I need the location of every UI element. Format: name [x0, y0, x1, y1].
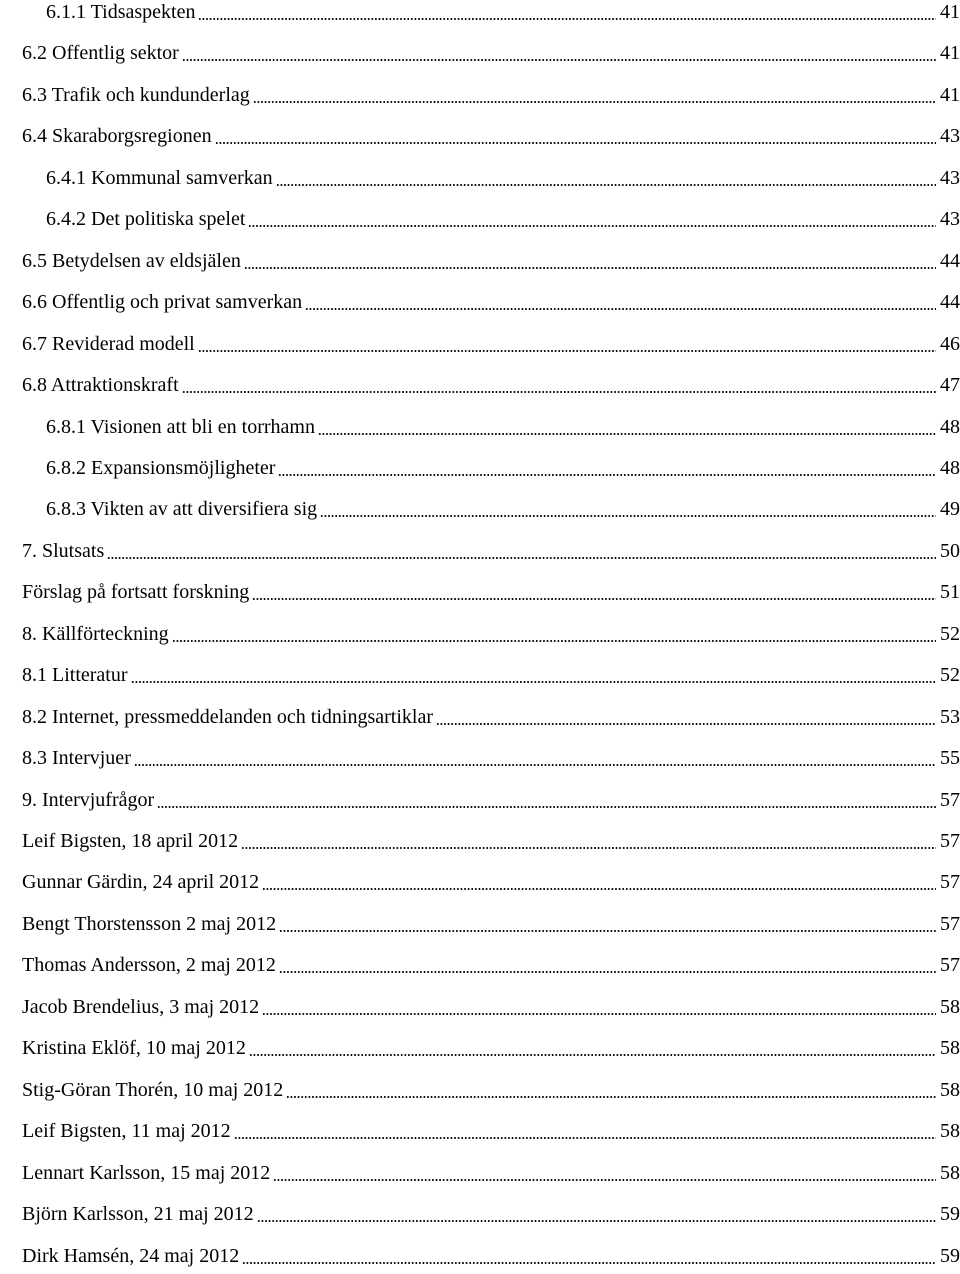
toc-entry-page-number: 57 [937, 864, 960, 900]
toc-entry-page-number: 52 [937, 616, 960, 652]
toc-entry-page-number: 50 [937, 533, 960, 569]
dot-leader [242, 1262, 936, 1264]
toc-entry-page-number: 58 [937, 989, 960, 1025]
dot-leader [249, 1054, 936, 1056]
toc-entry[interactable] [0, 782, 960, 818]
toc-entry-page-number: 51 [937, 574, 960, 610]
toc-entry-page-number: 58 [937, 1030, 960, 1066]
toc-entry-title: 6.1.1 Tidsaspekten [46, 0, 197, 30]
toc-entry-title: 8. Källförteckning [22, 616, 171, 652]
dot-leader [198, 350, 936, 352]
toc-entry[interactable] [0, 533, 960, 569]
dot-leader [286, 1096, 936, 1098]
toc-entry-page-number: 46 [937, 326, 960, 362]
toc-entry-title: 6.7 Reviderad modell [22, 326, 197, 362]
toc-entry[interactable] [0, 491, 960, 527]
toc-entry[interactable] [0, 367, 960, 403]
toc-entry-page-number: 57 [937, 947, 960, 983]
toc-entry[interactable] [0, 906, 960, 942]
dot-leader [436, 723, 936, 725]
toc-entry-title: Gunnar Gärdin, 24 april 2012 [22, 864, 261, 900]
toc-entry-title: 8.2 Internet, pressmeddelanden och tidningsartiklar [22, 699, 435, 735]
toc-entry-page-number: 48 [937, 409, 960, 445]
toc-entry-page-number: 52 [937, 657, 960, 693]
dot-leader [134, 764, 936, 766]
toc-entry-page-number: 58 [937, 1155, 960, 1191]
toc-entry-title: Lennart Karlsson, 15 maj 2012 [22, 1155, 272, 1191]
toc-entry-title: Björn Karlsson, 21 maj 2012 [22, 1196, 256, 1232]
toc-entry-page-number: 44 [937, 284, 960, 320]
toc-entry-page-number: 57 [937, 906, 960, 942]
dot-leader [157, 806, 936, 808]
dot-leader [318, 433, 936, 435]
toc-entry-page-number: 41 [937, 77, 960, 113]
toc-entry[interactable] [0, 201, 960, 237]
toc-entry[interactable] [0, 326, 960, 362]
toc-entry[interactable] [0, 243, 960, 279]
toc-entry-title: Dirk Hamsén, 24 maj 2012 [22, 1238, 241, 1274]
toc-entry-title: 6.8.1 Visionen att bli en torrhamn [46, 409, 317, 445]
toc-entry[interactable] [0, 450, 960, 486]
toc-entry[interactable] [0, 284, 960, 320]
dot-leader [278, 474, 936, 476]
toc-entry[interactable] [0, 1238, 960, 1274]
toc-entry-title: 8.1 Litteratur [22, 657, 130, 693]
toc-entry-title: Leif Bigsten, 11 maj 2012 [22, 1113, 233, 1149]
toc-entry-title: 6.2 Offentlig sektor [22, 35, 181, 71]
toc-entry-page-number: 49 [937, 491, 960, 527]
toc-entry-page-number: 57 [937, 782, 960, 818]
toc-entry-page-number: 58 [937, 1072, 960, 1108]
toc-entry-page-number: 47 [937, 367, 960, 403]
toc-entry-page-number: 59 [937, 1196, 960, 1232]
toc-entry-title: 6.5 Betydelsen av eldsjälen [22, 243, 243, 279]
toc-entry-title: Bengt Thorstensson 2 maj 2012 [22, 906, 278, 942]
toc-entry-page-number: 41 [937, 35, 960, 71]
toc-entry-title: Stig-Göran Thorén, 10 maj 2012 [22, 1072, 285, 1108]
toc-entry[interactable] [0, 160, 960, 196]
toc-entry-page-number: 57 [937, 823, 960, 859]
dot-leader [215, 142, 936, 144]
toc-entry-title: 8.3 Intervjuer [22, 740, 133, 776]
toc-entry-page-number: 43 [937, 160, 960, 196]
toc-entry[interactable] [0, 1030, 960, 1066]
dot-leader [253, 101, 936, 103]
toc-entry-title: 6.4.2 Det politiska spelet [46, 201, 247, 237]
dot-leader [320, 515, 936, 517]
toc-entry-title: Leif Bigsten, 18 april 2012 [22, 823, 240, 859]
dot-leader [198, 18, 936, 20]
toc-entry-page-number: 41 [937, 0, 960, 30]
toc-entry-title: Jacob Brendelius, 3 maj 2012 [22, 989, 261, 1025]
toc-entry[interactable] [0, 35, 960, 71]
toc-entry[interactable] [0, 118, 960, 154]
toc-entry[interactable] [0, 947, 960, 983]
toc-entry-title: 6.6 Offentlig och privat samverkan [22, 284, 304, 320]
toc-entry[interactable] [0, 657, 960, 693]
toc-entry[interactable] [0, 1155, 960, 1191]
toc-entry-title: 6.4.1 Kommunal samverkan [46, 160, 275, 196]
dot-leader [182, 391, 936, 393]
toc-entry-page-number: 48 [937, 450, 960, 486]
dot-leader [262, 1013, 936, 1015]
dot-leader [305, 308, 936, 310]
dot-leader [273, 1179, 936, 1181]
toc-entry[interactable] [0, 864, 960, 900]
toc-entry-title: 6.4 Skaraborgsregionen [22, 118, 214, 154]
dot-leader [279, 971, 936, 973]
toc-entry[interactable] [0, 823, 960, 859]
dot-leader [276, 184, 936, 186]
dot-leader [182, 59, 936, 61]
toc-entry-page-number: 44 [937, 243, 960, 279]
toc-entry-page-number: 53 [937, 699, 960, 735]
dot-leader [107, 557, 936, 559]
toc-entry-page-number: 43 [937, 201, 960, 237]
dot-leader [262, 888, 936, 890]
toc-entry-page-number: 58 [937, 1113, 960, 1149]
toc-entry[interactable] [0, 1072, 960, 1108]
toc-entry[interactable] [0, 989, 960, 1025]
dot-leader [241, 847, 936, 849]
dot-leader [172, 640, 936, 642]
toc-entry[interactable] [0, 77, 960, 113]
toc-entry-title: 6.3 Trafik och kundunderlag [22, 77, 252, 113]
toc-entry[interactable] [0, 616, 960, 652]
toc-entry-page-number: 59 [937, 1238, 960, 1274]
dot-leader [234, 1137, 936, 1139]
dot-leader [248, 225, 936, 227]
toc-entry-title: 9. Intervjufrågor [22, 782, 156, 818]
toc-entry-title: Thomas Andersson, 2 maj 2012 [22, 947, 278, 983]
dot-leader [244, 267, 936, 269]
toc-entry[interactable] [0, 1113, 960, 1149]
dot-leader [252, 598, 936, 600]
toc-entry-title: 6.8.3 Vikten av att diversifiera sig [46, 491, 319, 527]
dot-leader [279, 930, 936, 932]
toc-entry-title: Förslag på fortsatt forskning [22, 574, 251, 610]
dot-leader [257, 1220, 936, 1222]
toc-entry-title: 6.8.2 Expansionsmöjligheter [46, 450, 277, 486]
toc-entry-title: 6.8 Attraktionskraft [22, 367, 181, 403]
toc-entry-title: Kristina Eklöf, 10 maj 2012 [22, 1030, 248, 1066]
toc-entry[interactable] [0, 0, 960, 30]
toc-entry-title: 7. Slutsats [22, 533, 106, 569]
toc-entry[interactable] [0, 740, 960, 776]
toc-entry[interactable] [0, 574, 960, 610]
toc-entry[interactable] [0, 699, 960, 735]
toc-entry[interactable] [0, 409, 960, 445]
toc-entry-page-number: 55 [937, 740, 960, 776]
toc-entry-page-number: 43 [937, 118, 960, 154]
toc-entry[interactable] [0, 1196, 960, 1232]
dot-leader [131, 681, 936, 683]
